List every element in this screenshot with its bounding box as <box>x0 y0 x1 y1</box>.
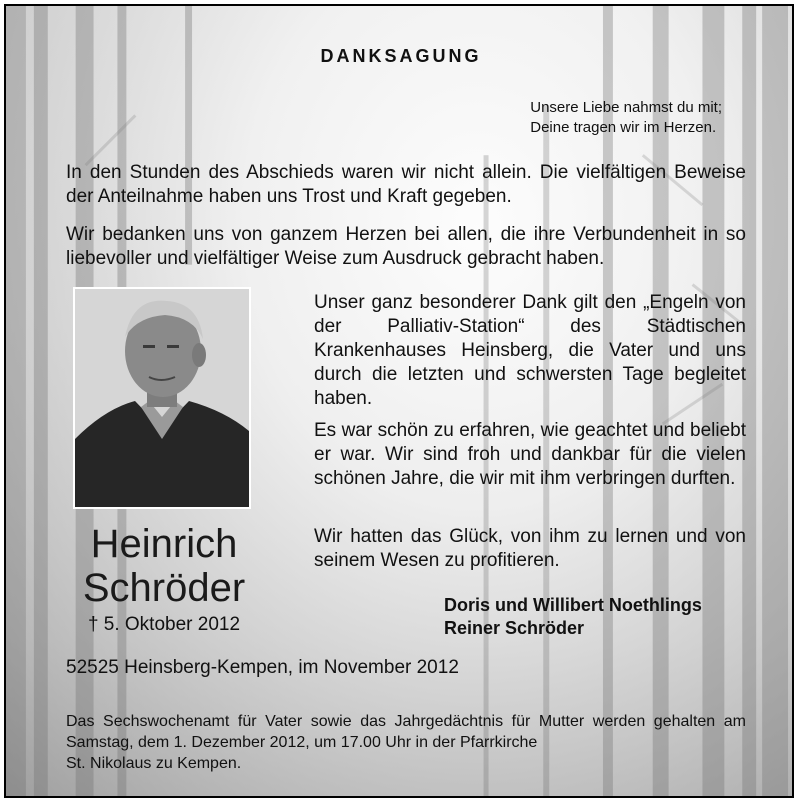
intro-paragraph-1: In den Stunden des Abschieds waren wir nicht allein. Die vielfältigen Beweise der Anteilnahme haben uns Trost und Kraft gegeben. <box>66 162 746 207</box>
service-note <box>66 711 746 774</box>
deceased-last-name: Schröder <box>82 566 246 610</box>
deceased-first-name: Heinrich <box>90 522 238 566</box>
portrait-drawing <box>75 289 249 507</box>
death-date: † 5. Oktober 2012 <box>87 614 241 635</box>
thanks-paragraph-3: Wir hatten das Glück, von ihm zu lernen und von seinem Wesen zu profitieren. <box>314 526 746 571</box>
place-date: 52525 Heinsberg-Kempen, im November 2012 <box>66 657 459 678</box>
service-note-last-line: St. Nikolaus zu Kempen. <box>66 755 242 772</box>
heading: DANKSAGUNG <box>320 46 482 66</box>
thanks-paragraph-2: Es war schön zu erfahren, wie geachtet und beliebt er war. Wir sind froh und dankbar für die vielen schönen Jahre, die wir mit ihm verbringen durften. <box>314 420 746 489</box>
thanks-paragraph-1: Unser ganz besonderer Dank gilt den „Engeln von der Palliativ-Station“ des Städtischen Krankenhauses Heinsberg, die Vater und uns durch die letzten und schwersten Tage begleitet haben. <box>314 292 746 409</box>
epigraph <box>530 98 722 138</box>
signature-line-1: Doris und Willibert Noethlings <box>444 595 702 615</box>
intro-paragraph-2: Wir bedanken uns von ganzem Herzen bei allen, die ihre Verbundenheit in so liebevoller und vielfältiger Weise zum Ausdruck gebracht haben. <box>66 224 746 269</box>
epigraph-line-1: Unsere Liebe nahmst du mit; <box>530 99 722 116</box>
service-note-text: Das Sechswochenamt für Vater sowie das Jahrgedächtnis für Mutter werden gehalten am Samstag, dem 1. Dezember 2012, um 17.00 Uhr in der Pfarrkirche <box>66 713 746 751</box>
signature-line-2: Reiner Schröder <box>444 618 585 638</box>
portrait-photo-icon <box>73 287 251 509</box>
obituary-card <box>4 4 794 798</box>
epigraph-line-2: Deine tragen wir im Herzen. <box>530 119 717 136</box>
